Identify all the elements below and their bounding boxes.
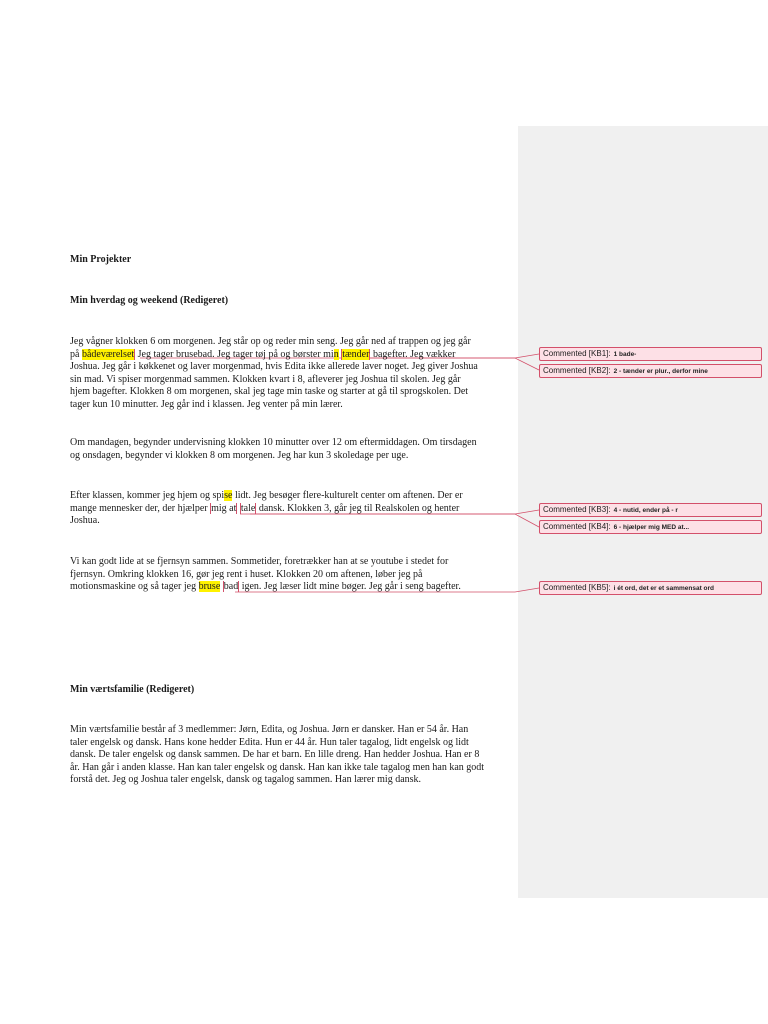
heading-projects: Min Projekter	[70, 254, 132, 265]
text-line: Vi kan godt lide at se fjernsyn sammen. Sommetider, foretrækker han at se youtube i stedet for	[70, 556, 449, 567]
highlight-taender[interactable]: tænder	[342, 348, 370, 360]
comment-body: 4 - nutid, ender på - r	[613, 507, 678, 514]
text-line: taler engelsk og dansk. Hans kone hedder Edita. Hun er 44 år. Hun taler tagalog, lidt engelsk og lidt	[70, 736, 469, 748]
comment-body: 1 bade-	[613, 351, 637, 358]
paragraph-morning	[70, 336, 510, 412]
comment-tag: Commented [KB5]:	[543, 583, 611, 592]
comment-body: i ét ord, det er et sammensat ord	[613, 585, 715, 592]
comment-tag: Commented [KB2]:	[543, 366, 611, 375]
text-line: fjernsyn. Omkring klokken 16, gør jeg rent i huset. Klokken 20 om aftenen, løber jeg på	[70, 568, 423, 580]
comment-range-tale[interactable]: tale	[240, 502, 256, 514]
comment-body: 2 - tænder er plur., derfor mine	[613, 368, 708, 375]
highlight-spise[interactable]: se	[224, 490, 233, 501]
text-line: sin mad. Vi spiser morgenmad sammen. Klokken kvart i 8, afleverer jeg Joshua til skolen. Jeg går	[70, 373, 461, 385]
comment-body: 6 - hjælper mig MED at...	[613, 524, 690, 531]
paragraph-schedule	[70, 437, 510, 462]
highlight-badevaerelset[interactable]: bådeværelset	[81, 348, 135, 360]
comment-kb3[interactable]	[539, 503, 762, 517]
text-line: dansk. De taler engelsk og dansk sammen. De har et barn. En lille dreng. Han hedder Joshua. Han er 8	[70, 749, 480, 761]
paragraph-host-family	[70, 724, 510, 787]
text-line: hjem bagefter. Klokken 8 om morgenen, skal jeg tage min taske og starter at gå til sprogskolen. Det	[70, 386, 469, 398]
highlight-bruse[interactable]: bruse	[198, 581, 221, 593]
text-run: dansk. Klokken 3, går jeg til Realskolen og henter	[256, 502, 460, 514]
text-run: Jeg tager brusebad. Jeg tager tøj på og børster mi	[135, 348, 334, 360]
text-line: Joshua. Jeg går i køkkenet og laver morgenmad, hvis Edita ikke allerede laver noget. Jeg giver Joshua	[70, 361, 478, 373]
text-line: og onsdagen, begynder vi klokken 8 om morgenen. Jeg har kun 3 skoledage per uge.	[70, 449, 409, 461]
text-run: lidt. Jeg besøger flere-kulturelt center om aftenen. Der er	[232, 490, 463, 501]
text-run: på	[70, 348, 82, 360]
text-line: år. Han går i anden klasse. Han kan taler engelsk og dansk. Han kan ikke tale tagalog men han kan godt	[70, 761, 485, 773]
text-line: Om mandagen, begynder undervisning klokken 10 minutter over 12 om eftermiddagen. Om tirsdagen	[70, 437, 477, 448]
text-run: igen. Jeg læser lidt mine bøger. Jeg går i seng bagefter.	[239, 581, 461, 593]
text-run: motionsmaskine og så tager jeg	[70, 581, 199, 593]
text-line	[70, 581, 510, 594]
text-line	[70, 490, 510, 503]
comment-kb1[interactable]	[539, 347, 762, 361]
comment-tag: Commented [KB4]:	[543, 522, 611, 531]
text-run: Efter klassen, kommer jeg hjem og spi	[70, 490, 225, 501]
comment-kb5[interactable]	[539, 581, 762, 595]
comment-range-mig-at[interactable]: mig at	[211, 502, 237, 514]
heading-host-family: Min værtsfamilie (Redigeret)	[70, 684, 195, 695]
text-line: tager kun 10 minutter. Jeg går ind i klassen. Jeg venter på min lærer.	[70, 398, 343, 410]
text-line: Joshua.	[70, 515, 100, 527]
text-line: forstå det. Jeg og Joshua taler engelsk, dansk og tagalog sammen. Han lærer mig dansk.	[70, 774, 422, 786]
paragraph-evening	[70, 556, 510, 594]
text-run: mange mennesker der, der hjælper	[70, 502, 211, 514]
text-line	[70, 349, 510, 362]
heading-weekday: Min hverdag og weekend (Redigeret)	[70, 295, 229, 306]
paragraph-after-class	[70, 490, 510, 528]
text-line: Min værtsfamilie består af 3 medlemmer: Jørn, Edita, og Joshua. Jørn er dansker. Han er 54 år. Han	[70, 724, 469, 735]
comment-range-bad[interactable]: bad	[223, 581, 239, 593]
text-line: Jeg vågner klokken 6 om morgenen. Jeg står op og reder min seng. Jeg går ned af trappen og jeg går	[70, 336, 471, 347]
highlight-min[interactable]: n	[333, 348, 339, 360]
comment-kb2[interactable]	[539, 364, 762, 378]
comment-kb4[interactable]	[539, 520, 762, 534]
comment-tag: Commented [KB3]:	[543, 505, 611, 514]
comment-tag: Commented [KB1]:	[543, 349, 611, 358]
text-line	[70, 503, 510, 516]
text-run: bagefter. Jeg vækker	[370, 348, 456, 360]
